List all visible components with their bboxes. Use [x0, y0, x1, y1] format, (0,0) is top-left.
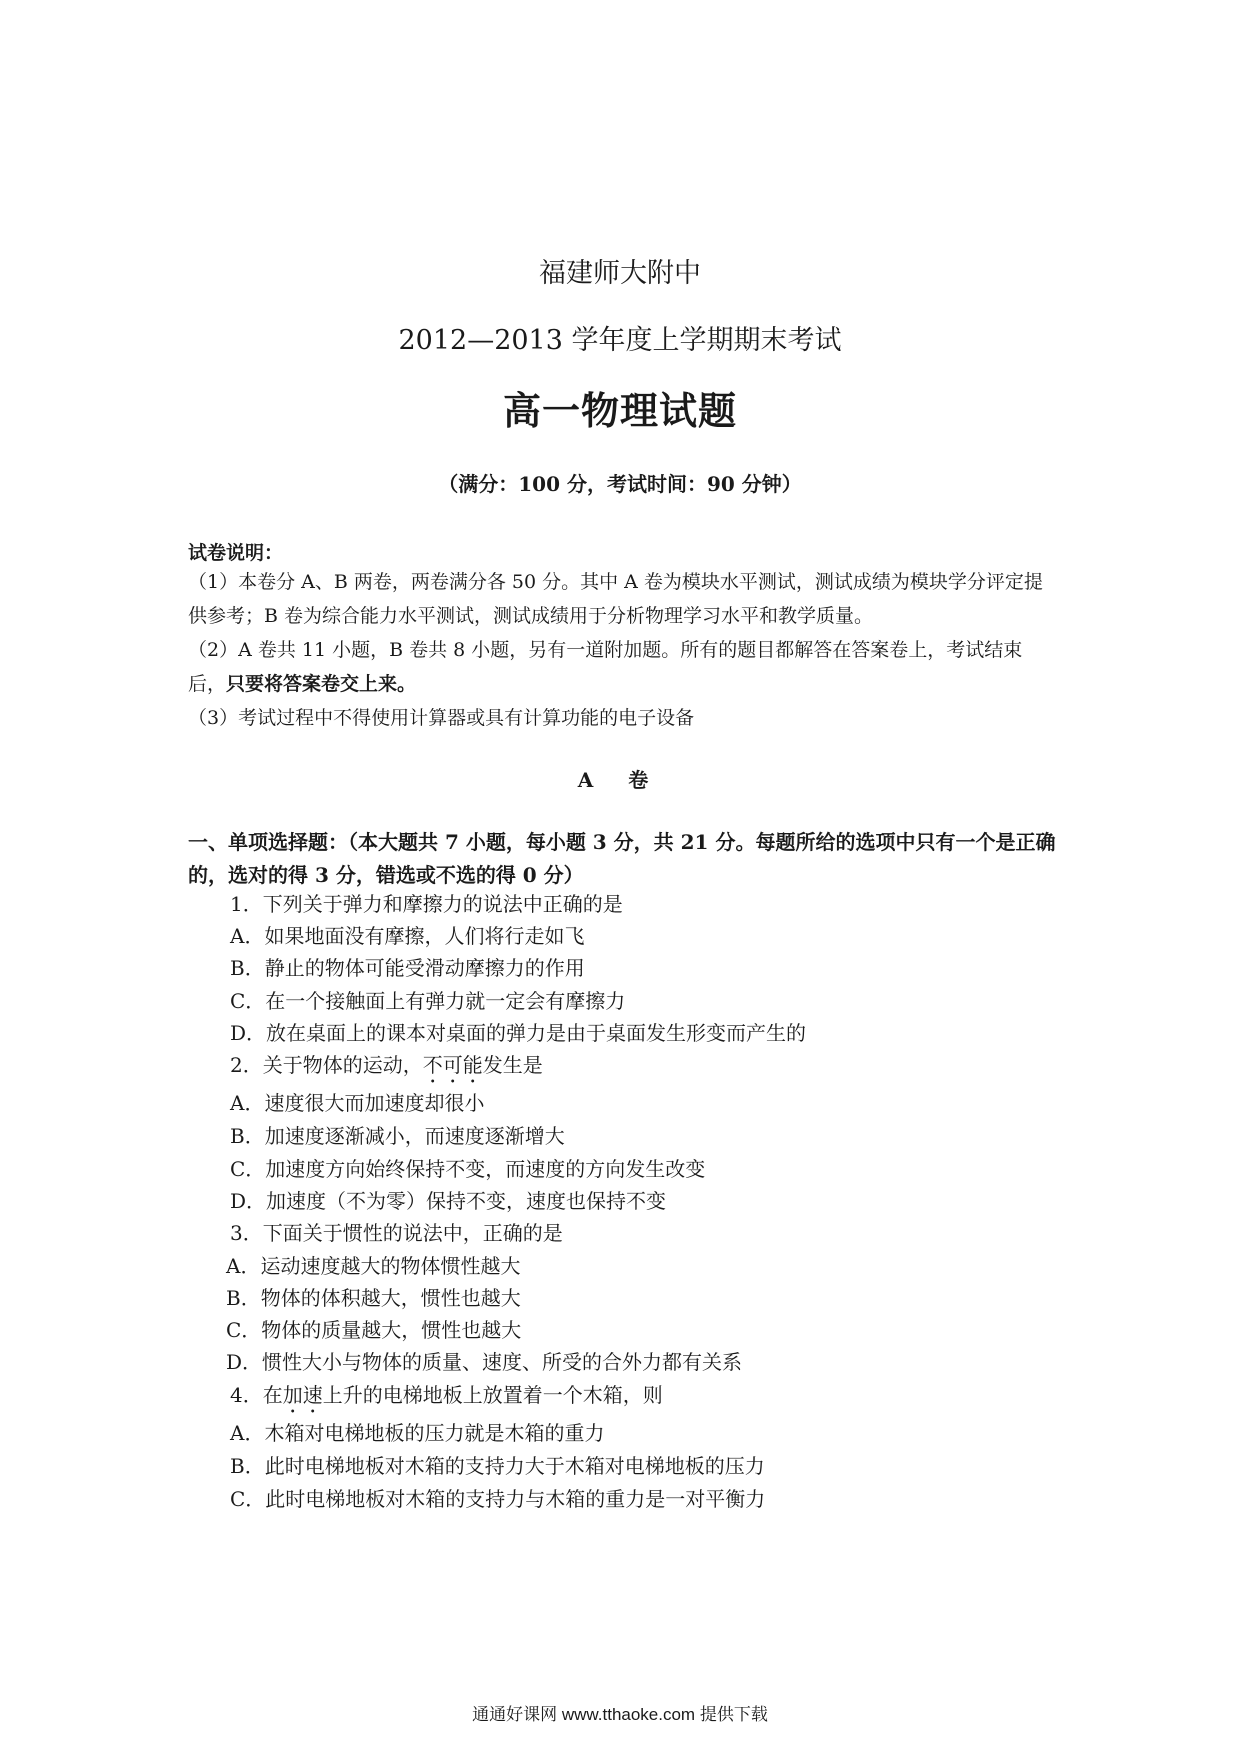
answer-option: D．惯性大小与物体的质量、速度、所受的合外力都有关系	[226, 1350, 743, 1374]
answer-option: B．物体的体积越大，惯性也越大	[226, 1286, 521, 1310]
stem-text: 发生是	[482, 1053, 543, 1077]
stem-emphasis: 加速	[282, 1383, 323, 1407]
answer-option: B．此时电梯地板对木箱的支持力大于木箱对电梯地板的压力	[230, 1454, 765, 1478]
question-stem	[230, 1050, 543, 1088]
note-2	[188, 633, 1058, 701]
answer-option: B．加速度逐渐减小，而速度逐渐增大	[230, 1124, 565, 1148]
note-1: （1）本卷分 A、B 两卷，两卷满分各 50 分。其中 A 卷为模块水平测试，测试成绩为模块学分评定提供参考；B 卷为综合能力水平测试，测试成绩用于分析物理学习水平和教学质量。	[188, 571, 1043, 627]
section-label: A 卷	[577, 768, 663, 792]
notes-heading: 试卷说明：	[188, 542, 284, 564]
question-stem: 3．下面关于惯性的说法中，正确的是	[230, 1221, 563, 1245]
stem-emphasis: 不可能	[422, 1053, 483, 1077]
footer-credit: 通通好课网 www.tthaoke.com 提供下载	[472, 1705, 768, 1724]
answer-option: D．放在桌面上的课本对桌面的弹力是由于桌面发生形变而产生的	[230, 1021, 807, 1045]
answer-option: A．木箱对电梯地板的压力就是木箱的重力	[230, 1421, 605, 1445]
exam-term: 2012—2013 学年度上学期期末考试	[398, 325, 842, 356]
part-heading: 一、单项选择题：（本大题共 7 小题，每小题 3 分，共 21 分。每题所给的选项中只有一个是正确的，选对的得 3 分，错选或不选的得 0 分）	[188, 830, 1056, 887]
school-name: 福建师大附中	[539, 258, 701, 289]
answer-option: C．此时电梯地板对木箱的支持力与木箱的重力是一对平衡力	[230, 1487, 766, 1511]
answer-option: A．如果地面没有摩擦，人们将行走如飞	[230, 924, 585, 948]
page-title: 高一物理试题	[502, 388, 737, 433]
answer-option: C．在一个接触面上有弹力就一定会有摩擦力	[230, 989, 626, 1013]
answer-option: C．加速度方向始终保持不变，而速度的方向发生改变	[230, 1157, 706, 1181]
stem-text: 上升的电梯地板上放置着一个木箱，则	[322, 1383, 663, 1407]
question-stem: 1．下列关于弹力和摩擦力的说法中正确的是	[230, 892, 623, 916]
question-stem	[230, 1380, 663, 1418]
note-2-text: （2）A 卷共 11 小题，B 卷共 8 小题，另有一道附加题。所有的题目都解答在答案卷上，考试结束后，	[188, 639, 1023, 695]
answer-option: C．物体的质量越大，惯性也越大	[226, 1318, 522, 1342]
answer-option: A．速度很大而加速度却很小	[230, 1091, 485, 1115]
stem-text: 2．关于物体的运动，	[230, 1053, 423, 1077]
note-2-emphasis: 只要将答案卷交上来。	[226, 673, 417, 695]
exam-meta: （满分：100 分，考试时间：90 分钟）	[438, 472, 802, 496]
answer-option: D．加速度（不为零）保持不变，速度也保持不变	[230, 1189, 667, 1213]
answer-option: A．运动速度越大的物体惯性越大	[226, 1254, 521, 1278]
answer-option: B．静止的物体可能受滑动摩擦力的作用	[230, 956, 585, 980]
note-3: （3）考试过程中不得使用计算器或具有计算功能的电子设备	[188, 707, 695, 729]
stem-text: 4．在	[230, 1383, 283, 1407]
